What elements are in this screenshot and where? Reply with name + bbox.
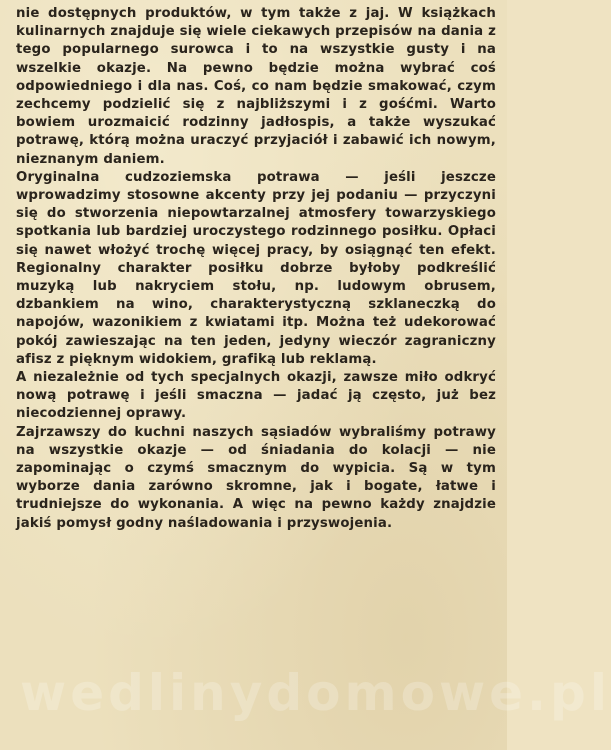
watermark: wedlinydomowe.pl — [20, 664, 611, 722]
paragraph-4: Zajrzawszy do kuchni naszych sąsiadów wybraliśmy potrawy na wszystkie okazje — od śniadania do kolacji — nie zapominając o czymś smacznym do wypicia. Są w tym wyborze dania zarówno skromne, jak i bogate, łatwe i trudniejsze do wykonania. A więc na pewno każdy znajdzie jakiś pomysł godny naśladowania i przyswojenia. — [16, 424, 496, 531]
paragraph-2: Oryginalna cudzoziemska potrawa — jeśli jeszcze wprowadzimy stosowne akcenty przy jej podaniu — przyczyni się do stworzenia niepowtarzalnej atmosfery towarzyskiego spotkania lub bardziej uroczystego rodzinnego posiłku. Opłaci się nawet włożyć trochę więcej pracy, by osiągnąć ten efekt. Regionalny charakter posiłku dobrze byłoby podkreślić muzyką lub nakryciem stołu, np. ludowym obrusem, dzbankiem na wino, charakterystyczną szklaneczką do napojów, wazonikiem z kwiatami itp. Można też udekorować pokój zawieszając na ten jeden, jedyny wieczór zagraniczny afisz z pięknym widokiem, grafiką lub reklamą. — [16, 169, 496, 367]
body-text — [16, 5, 496, 533]
paragraph-1: nie dostępnych produktów, w tym także z jaj. W książkach kulinarnych znajduje się wiele ciekawych przepisów na dania z tego popularnego surowca i to na wszystkie gusty i na wszelkie okazje. Na pewno będzie można wybrać coś odpowiedniego i dla nas. Coś, co nam będzie smakować, czym zechcemy podzielić się z najbliższymi i z gośćmi. Warto bowiem urozmaicić rodzinny jadłospis, a także wyszukać potrawę, którą można uraczyć przyjaciół i zabawić ich nowym, nieznanym daniem. — [16, 6, 496, 167]
paragraph-3: A niezależnie od tych specjalnych okazji, zawsze miło odkryć nową potrawę i jeśli smaczna — jadać ją często, już bez niecodziennej oprawy. — [16, 370, 496, 422]
